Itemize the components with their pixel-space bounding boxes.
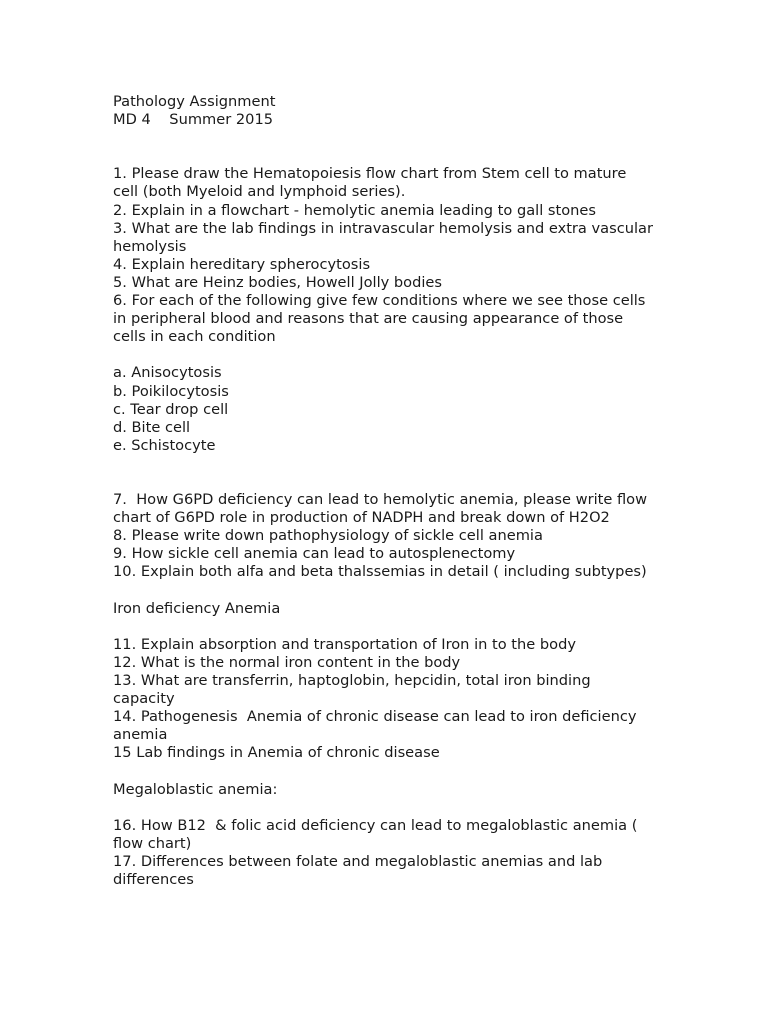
question-1: 1. Please draw the Hematopoiesis flow chart from Stem cell to mature cell (both Myeloid and lymphoid series).: [113, 165, 631, 201]
subitem-e: e. Schistocyte: [113, 436, 216, 454]
section-heading-megaloblastic: Megaloblastic anemia:: [113, 780, 278, 798]
subitem-b: b. Poikilocytosis: [113, 382, 229, 400]
question-10: 10. Explain both alfa and beta thalssemias in detail ( including subtypes): [113, 563, 647, 581]
document-subtitle: MD 4 Summer 2015: [113, 111, 274, 129]
question-17: 17. Differences between folate and megaloblastic anemias and lab differences: [113, 852, 607, 889]
section-heading-iron: Iron deficiency Anemia: [113, 599, 281, 617]
subitem-d: d. Bite cell: [113, 418, 191, 436]
spacer: [113, 455, 653, 491]
spacer: [113, 762, 653, 780]
question-4: 4. Explain hereditary spherocytosis: [113, 255, 371, 273]
question-7: 7. How G6PD deficiency can lead to hemolytic anemia, please write flow chart of G6PD role in production of NADPH and break down of H2O2: [113, 491, 652, 527]
subitem-a: a. Anisocytosis: [113, 364, 222, 382]
question-3: 3. What are the lab findings in intravascular hemolysis and extra vascular hemolysis: [113, 219, 658, 255]
question-6: 6. For each of the following give few conditions where we see those cells in peripheral blood and reasons that are causing appearance of those cells in each condition: [113, 292, 655, 346]
document-title: Pathology Assignment: [113, 93, 276, 110]
question-2: 2. Explain in a flowchart - hemolytic anemia leading to gall stones: [113, 201, 596, 219]
document-page: [113, 93, 658, 889]
spacer: [113, 799, 653, 817]
question-15: 15 Lab findings in Anemia of chronic disease: [113, 744, 440, 762]
question-14: 14. Pathogenesis Anemia of chronic disease can lead to iron deficiency anemia: [113, 708, 642, 744]
question-9: 9. How sickle cell anemia can lead to autosplenectomy: [113, 545, 516, 563]
question-12: 12. What is the normal iron content in the body: [113, 653, 461, 671]
question-11: 11. Explain absorption and transportation of Iron in to the body: [113, 635, 576, 653]
question-13: 13. What are transferrin, haptoglobin, hepcidin, total iron binding capacity: [113, 672, 596, 708]
question-5: 5. What are Heinz bodies, Howell Jolly bodies: [113, 273, 442, 291]
subitem-c: c. Tear drop cell: [113, 400, 229, 418]
spacer: [113, 129, 653, 165]
spacer: [113, 618, 653, 636]
question-8: 8. Please write down pathophysiology of sickle cell anemia: [113, 527, 543, 545]
question-16: 16. How B12 & folic acid deficiency can lead to megaloblastic anemia ( flow chart): [113, 816, 643, 852]
spacer: [113, 346, 653, 364]
spacer: [113, 582, 653, 600]
